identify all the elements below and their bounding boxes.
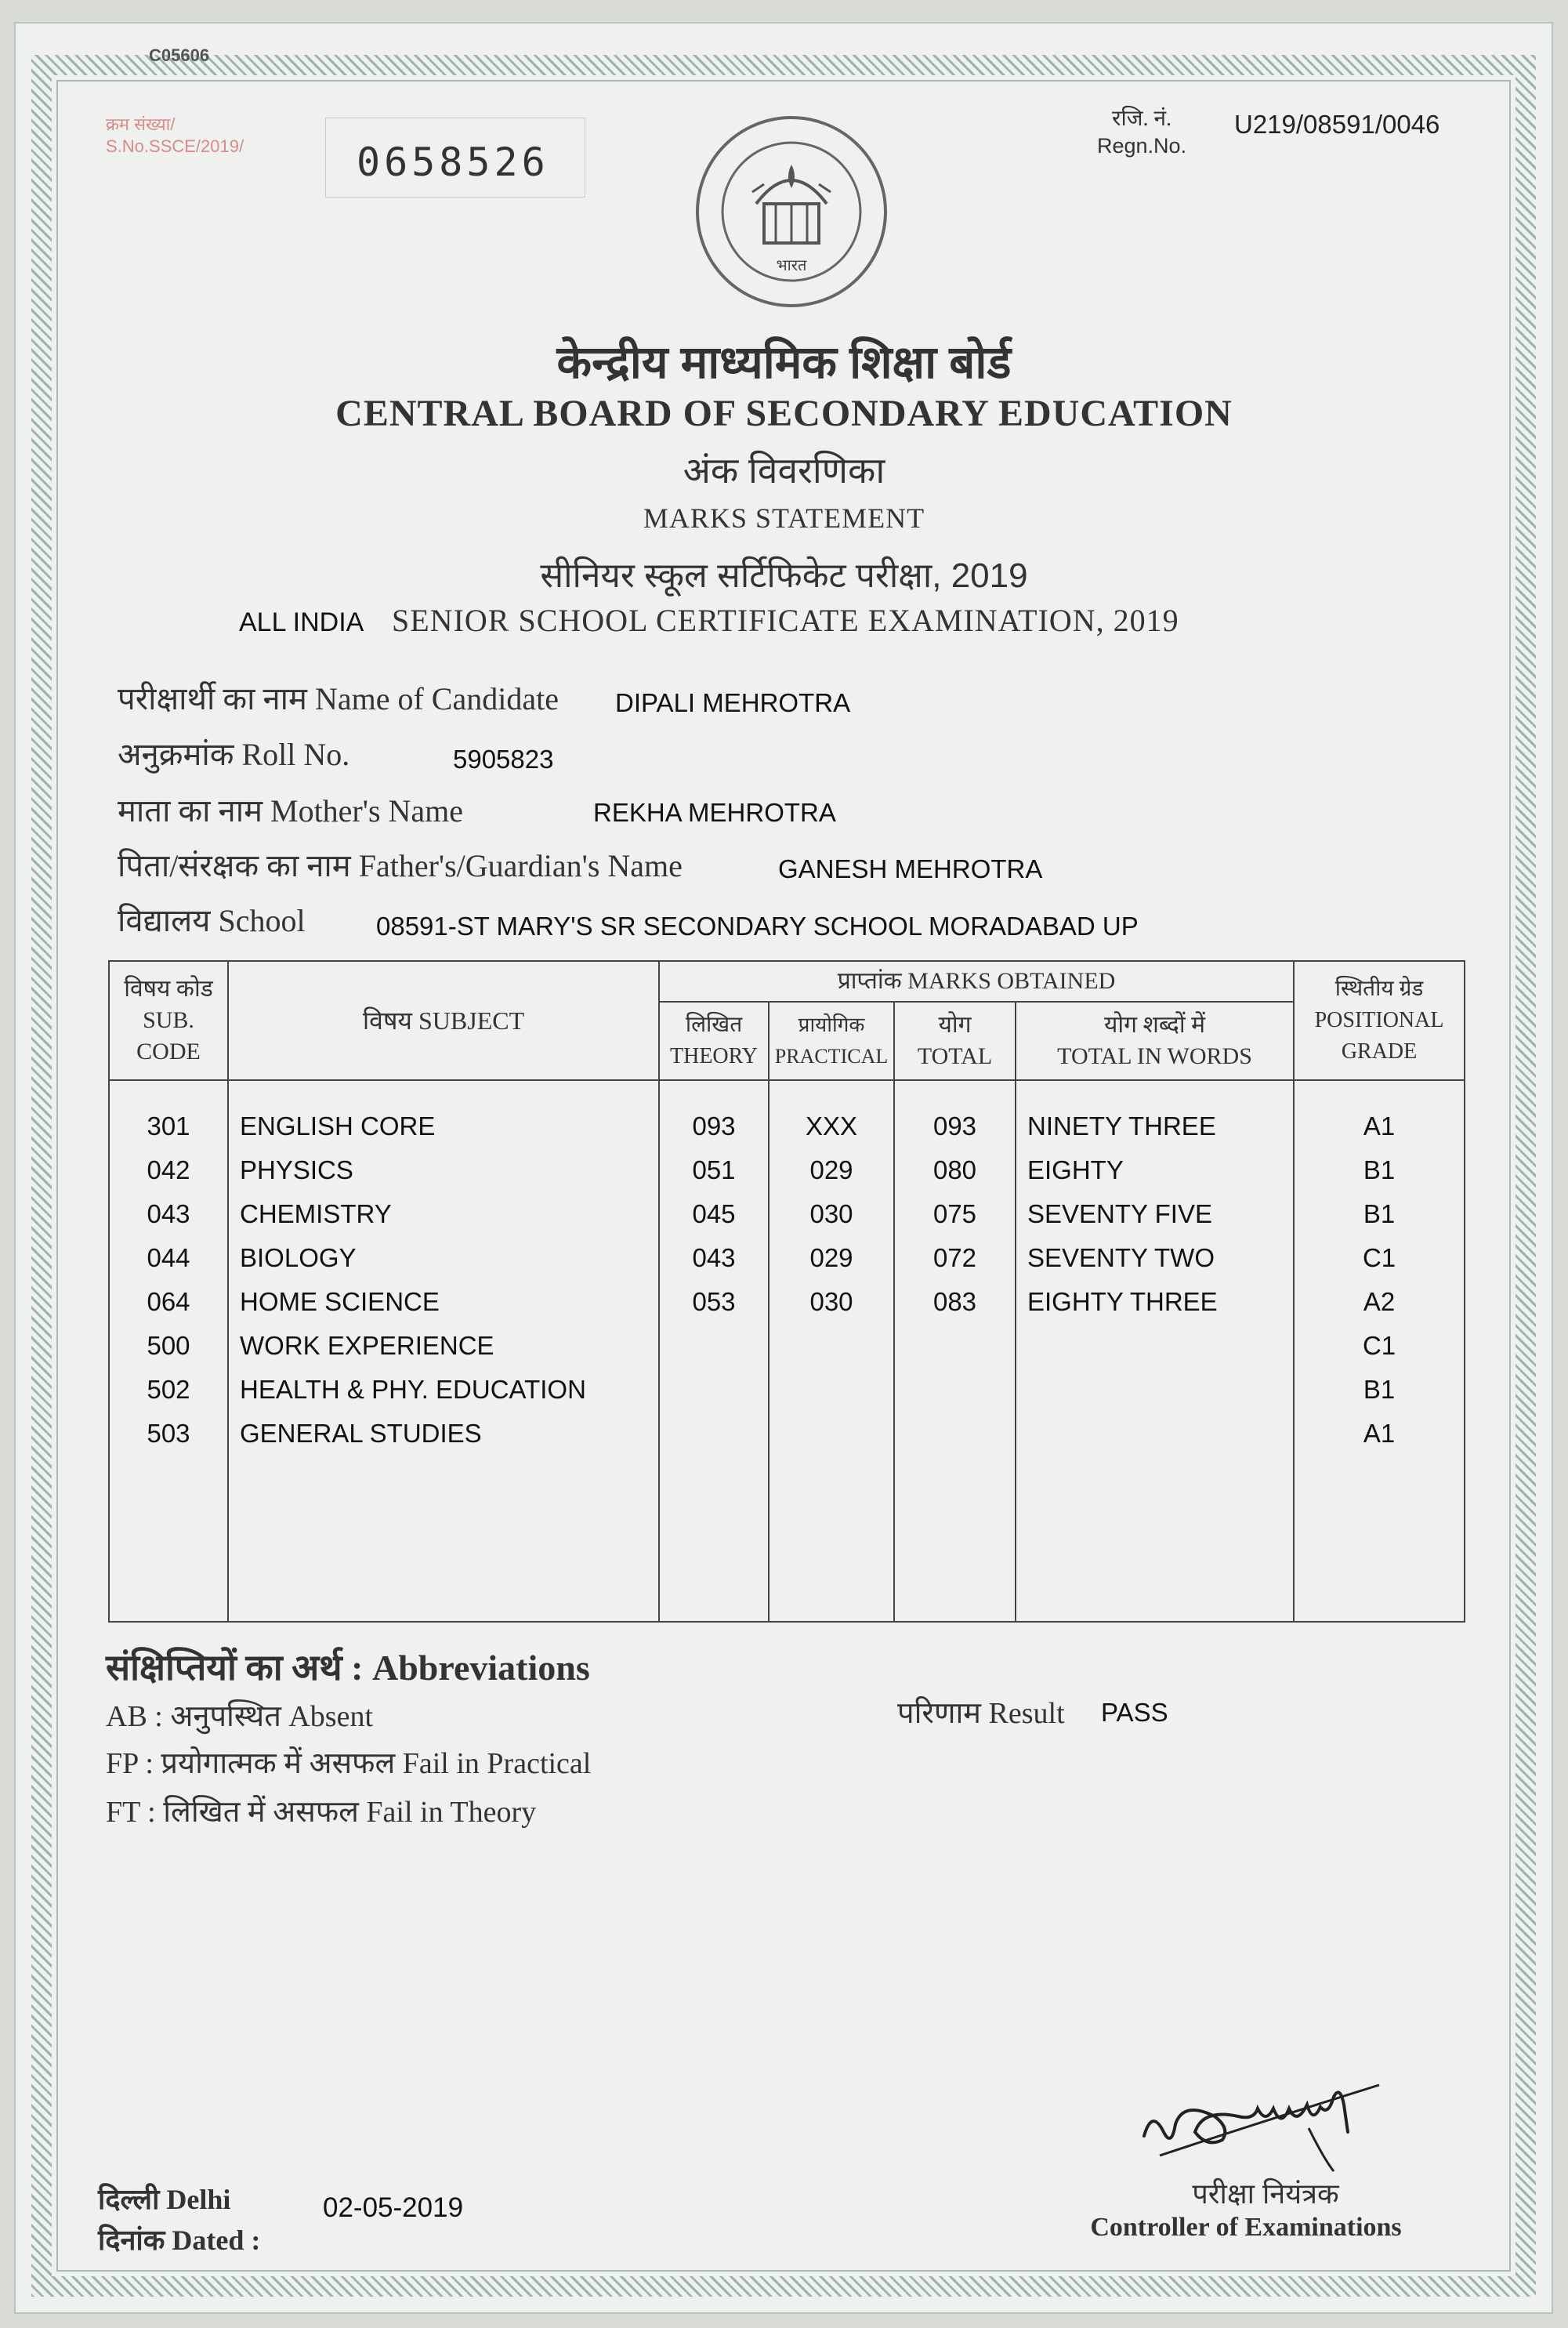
place-label: दिल्ली Delhi	[98, 2184, 231, 2215]
col-header-total	[894, 1002, 1016, 1080]
col-header-practical-hindi: प्रायोगिक	[798, 1014, 865, 1036]
table-cell-code: 301	[147, 1111, 190, 1140]
corner-code: C05606	[149, 45, 210, 65]
practical-column	[769, 1080, 894, 1622]
result-value: PASS	[1101, 1698, 1168, 1727]
grade-column	[1294, 1080, 1465, 1622]
regn-label	[1097, 106, 1186, 159]
table-cell-practical: 030	[809, 1199, 853, 1228]
table-cell-subject: BIOLOGY	[240, 1243, 357, 1272]
father-name: GANESH MEHROTRA	[778, 854, 1043, 883]
table-cell-total-words: EIGHTY THREE	[1027, 1287, 1218, 1316]
table-cell-subject: CHEMISTRY	[240, 1199, 392, 1228]
exam-title: SENIOR SCHOOL CERTIFICATE EXAMINATION, 2019	[392, 603, 1179, 638]
table-cell-code: 042	[147, 1155, 190, 1184]
school-name: 08591-ST MARY'S SR SECONDARY SCHOOL MORADABAD UP	[376, 912, 1139, 941]
table-cell-grade: A1	[1363, 1419, 1396, 1448]
board-title: CENTRAL BOARD OF SECONDARY EDUCATION	[335, 393, 1233, 434]
total-column	[894, 1080, 1016, 1622]
table-cell-grade: A1	[1363, 1111, 1396, 1140]
mother-name-label: माता का नाम Mother's Name	[118, 793, 464, 829]
col-header-theory-hindi: लिखित	[685, 1013, 743, 1037]
seal-text: भारत	[776, 256, 807, 274]
abbr-fail-theory: FT : लिखित में असफल Fail in Theory	[106, 1796, 537, 1829]
table-cell-practical: XXX	[805, 1111, 858, 1140]
col-header-practical-english: PRACTICAL	[774, 1045, 889, 1068]
col-header-code-hindi: विषय कोड	[124, 976, 213, 1002]
abbr-absent: AB : अनुपस्थित Absent	[106, 1700, 374, 1733]
table-cell-theory: 043	[692, 1243, 736, 1272]
col-header-grade	[1294, 961, 1465, 1080]
col-header-total-words	[1016, 1002, 1294, 1080]
table-cell-subject: HOME SCIENCE	[240, 1287, 440, 1316]
table-cell-practical: 029	[809, 1243, 853, 1272]
subject-column	[228, 1080, 659, 1622]
result-label: परिणाम Result	[897, 1697, 1065, 1730]
statement-title: MARKS STATEMENT	[643, 502, 925, 534]
controller-signature	[1128, 2061, 1395, 2179]
table-cell-grade: B1	[1363, 1375, 1396, 1404]
table-cell-total: 075	[932, 1199, 977, 1228]
col-header-words-english: TOTAL IN WORDS	[1057, 1043, 1252, 1069]
table-cell-code: 502	[147, 1375, 190, 1404]
table-cell-code: 043	[147, 1199, 190, 1228]
abbr-fail-practical: FP : प्रयोगात्मक में असफल Fail in Practical	[106, 1747, 592, 1780]
table-cell-code: 064	[147, 1287, 190, 1316]
controller-title-hindi: परीक्षा नियंत्रक	[1192, 2178, 1339, 2210]
region-label: ALL INDIA	[239, 607, 364, 637]
marks-table	[108, 960, 1465, 1623]
table-cell-subject: GENERAL STUDIES	[240, 1419, 482, 1448]
table-cell-code: 044	[147, 1243, 190, 1272]
place-date-labels	[98, 2179, 260, 2261]
col-header-marks: प्राप्तांक MARKS OBTAINED	[659, 961, 1294, 1002]
col-header-grade-hindi: स्थितीय ग्रेड	[1334, 977, 1424, 1001]
mother-name: REKHA MEHROTRA	[593, 798, 836, 827]
dated-label: दिनांक Dated :	[98, 2225, 261, 2256]
total-words-column	[1016, 1080, 1294, 1622]
abbreviations-title: संक्षिप्तियों का अर्थ : Abbreviations	[106, 1648, 590, 1688]
table-cell-grade: C1	[1362, 1243, 1396, 1272]
father-name-label: पिता/संरक्षक का नाम Father's/Guardian's Name	[118, 848, 683, 883]
exam-title-hindi: सीनियर स्कूल सर्टिफिकेट परीक्षा, 2019	[540, 557, 1028, 595]
table-cell-grade: A2	[1363, 1287, 1396, 1316]
col-header-total-hindi: योग	[938, 1012, 972, 1038]
table-cell-practical: 030	[809, 1287, 853, 1316]
col-header-subject: विषय SUBJECT	[228, 961, 659, 1080]
serial-label: क्रम संख्या/ S.No.SSCE/2019/	[106, 114, 244, 156]
cbse-seal-icon	[690, 110, 893, 314]
table-cell-code: 500	[147, 1331, 190, 1360]
col-header-code	[109, 961, 228, 1080]
school-label: विद्यालय School	[118, 903, 306, 938]
code-column	[109, 1080, 228, 1622]
table-cell-total-words: SEVENTY FIVE	[1027, 1199, 1212, 1228]
issue-date: 02-05-2019	[323, 2192, 464, 2223]
regn-label-english: Regn.No.	[1097, 134, 1187, 158]
col-header-words-hindi: योग शब्दों में	[1103, 1012, 1206, 1038]
table-cell-theory: 045	[692, 1199, 736, 1228]
serial-number: 0658526	[357, 140, 549, 185]
col-header-practical	[769, 1002, 894, 1080]
table-cell-code: 503	[147, 1419, 190, 1448]
regn-label-hindi: रजि. नं.	[1112, 107, 1172, 131]
board-title-hindi: केन्द्रीय माध्यमिक शिक्षा बोर्ड	[556, 337, 1012, 388]
table-cell-grade: C1	[1362, 1331, 1396, 1360]
table-cell-practical: 029	[809, 1155, 853, 1184]
table-cell-total-words: EIGHTY	[1027, 1155, 1124, 1184]
roll-label: अनुक्रमांक Roll No.	[118, 737, 350, 772]
table-cell-total: 080	[932, 1155, 977, 1184]
theory-column	[659, 1080, 769, 1622]
table-cell-total-words: SEVENTY TWO	[1027, 1243, 1215, 1272]
col-header-grade-line1: POSITIONAL	[1314, 1008, 1444, 1032]
table-cell-grade: B1	[1363, 1155, 1396, 1184]
table-cell-subject: WORK EXPERIENCE	[240, 1331, 494, 1360]
controller-title: Controller of Examinations	[1090, 2213, 1402, 2242]
table-cell-theory: 093	[692, 1111, 736, 1140]
statement-title-hindi: अंक विवरणिका	[683, 450, 885, 491]
candidate-name-label: परीक्षार्थी का नाम Name of Candidate	[118, 681, 559, 716]
table-cell-subject: PHYSICS	[240, 1155, 353, 1184]
col-header-code-line2: CODE	[136, 1039, 201, 1064]
col-header-theory	[659, 1002, 769, 1080]
table-cell-total: 083	[932, 1287, 977, 1316]
table-cell-subject: HEALTH & PHY. EDUCATION	[240, 1375, 586, 1404]
col-header-grade-line2: GRADE	[1341, 1039, 1418, 1064]
table-cell-grade: B1	[1363, 1199, 1396, 1228]
col-header-code-line1: SUB.	[143, 1007, 194, 1033]
table-cell-subject: ENGLISH CORE	[240, 1111, 436, 1140]
col-header-theory-english: THEORY	[670, 1044, 758, 1068]
regn-number: U219/08591/0046	[1234, 110, 1440, 139]
roll-number: 5905823	[453, 745, 554, 774]
table-cell-total: 093	[932, 1111, 977, 1140]
candidate-name: DIPALI MEHROTRA	[615, 688, 851, 717]
table-cell-theory: 051	[692, 1155, 736, 1184]
table-cell-theory: 053	[692, 1287, 736, 1316]
col-header-total-english: TOTAL	[917, 1043, 993, 1069]
table-cell-total-words: NINETY THREE	[1027, 1111, 1216, 1140]
table-cell-total: 072	[932, 1243, 977, 1272]
